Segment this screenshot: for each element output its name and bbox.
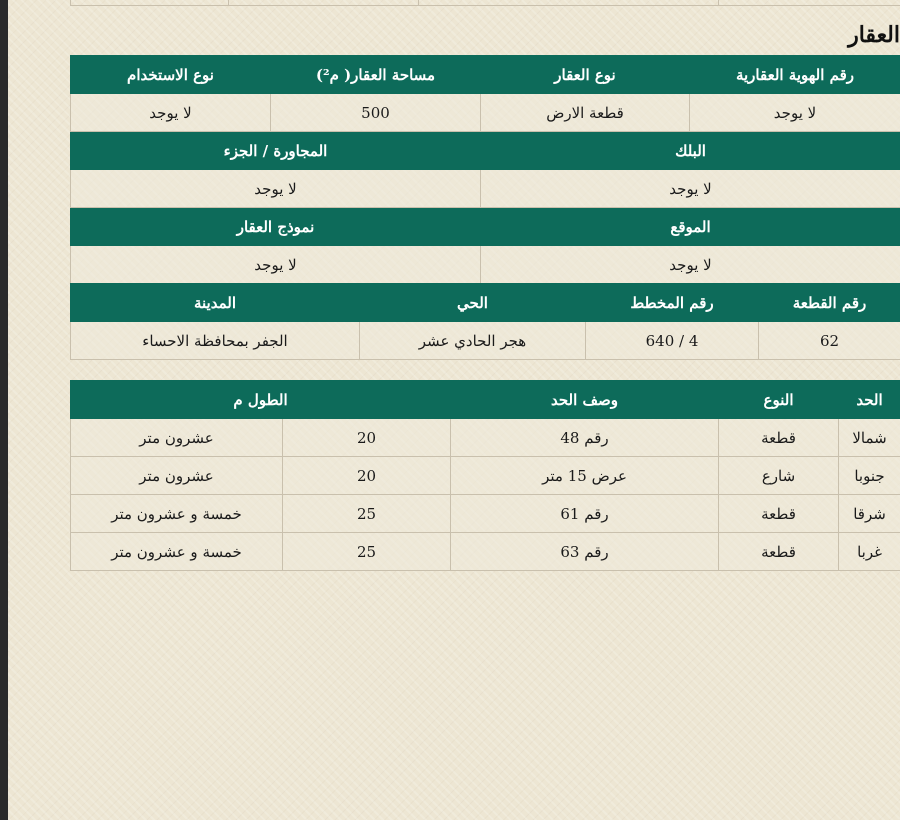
header-location: الموقع	[481, 208, 900, 246]
header-property-id: رقم الهوية العقارية	[690, 56, 900, 94]
property-table-wrapper	[70, 55, 900, 360]
header-border-description: وصف الحد	[451, 381, 719, 419]
border-side: شرقا	[839, 495, 900, 533]
value-property-model: لا يوجد	[71, 246, 481, 284]
border-length-text: عشرون متر	[71, 457, 283, 495]
property-value-row-1	[71, 94, 900, 132]
property-table	[70, 55, 900, 284]
value-plan-number: 4 / 640	[586, 322, 759, 360]
property-header-row-2	[71, 132, 900, 170]
border-length-number: 25	[283, 495, 451, 533]
value-district: هجر الحادي عشر	[360, 322, 586, 360]
table-row	[71, 533, 900, 571]
plot-header-row	[71, 284, 900, 322]
value-plot-number: 62	[759, 322, 900, 360]
table-row	[71, 419, 900, 457]
value-neighborhood-part: لا يوجد	[71, 170, 481, 208]
value-property-area: 500	[271, 94, 481, 132]
border-description: رقم 61	[451, 495, 719, 533]
header-neighborhood-part: المجاورة / الجزء	[71, 132, 481, 170]
header-border-type: النوع	[719, 381, 839, 419]
value-city: الجفر بمحافظة الاحساء	[71, 322, 360, 360]
border-length-text: خمسة و عشرون متر	[71, 533, 283, 571]
value-usage-type: لا يوجد	[71, 94, 271, 132]
border-length-number: 20	[283, 419, 451, 457]
header-property-model: نموذج العقار	[71, 208, 481, 246]
border-side: غربا	[839, 533, 900, 571]
header-plot-number: رقم القطعة	[759, 284, 900, 322]
border-description: رقم 63	[451, 533, 719, 571]
border-type: قطعة	[719, 495, 839, 533]
plot-value-row	[71, 322, 900, 360]
property-header-row-1	[71, 56, 900, 94]
value-location: لا يوجد	[481, 246, 900, 284]
header-usage-type: نوع الاستخدام	[71, 56, 271, 94]
value-property-id: لا يوجد	[690, 94, 900, 132]
property-header-row-3	[71, 208, 900, 246]
border-description: رقم 48	[451, 419, 719, 457]
header-district: الحي	[360, 284, 586, 322]
previous-table-edge	[70, 0, 900, 6]
value-property-type: قطعة الارض	[481, 94, 690, 132]
header-border-length: الطول م	[71, 381, 451, 419]
header-border-side: الحد	[839, 381, 900, 419]
border-type: قطعة	[719, 419, 839, 457]
borders-table	[70, 380, 900, 571]
property-value-row-2	[71, 170, 900, 208]
borders-table-wrapper	[70, 380, 900, 571]
header-property-type: نوع العقار	[481, 56, 690, 94]
borders-header-row	[71, 381, 900, 419]
header-property-area: مساحة العقار( م²)	[271, 56, 481, 94]
border-side: جنوبا	[839, 457, 900, 495]
section-title: العقار	[848, 22, 900, 48]
border-length-number: 25	[283, 533, 451, 571]
plot-table	[70, 283, 900, 360]
border-length-text: عشرون متر	[71, 419, 283, 457]
value-block: لا يوجد	[481, 170, 900, 208]
property-value-row-3	[71, 246, 900, 284]
header-city: المدينة	[71, 284, 360, 322]
border-type: قطعة	[719, 533, 839, 571]
border-side: شمالا	[839, 419, 900, 457]
table-row	[71, 457, 900, 495]
border-description: عرض 15 متر	[451, 457, 719, 495]
left-edge-bar	[0, 0, 8, 820]
header-block: البلك	[481, 132, 900, 170]
table-row	[71, 495, 900, 533]
border-length-text: خمسة و عشرون متر	[71, 495, 283, 533]
border-type: شارع	[719, 457, 839, 495]
border-length-number: 20	[283, 457, 451, 495]
header-plan-number: رقم المخطط	[586, 284, 759, 322]
